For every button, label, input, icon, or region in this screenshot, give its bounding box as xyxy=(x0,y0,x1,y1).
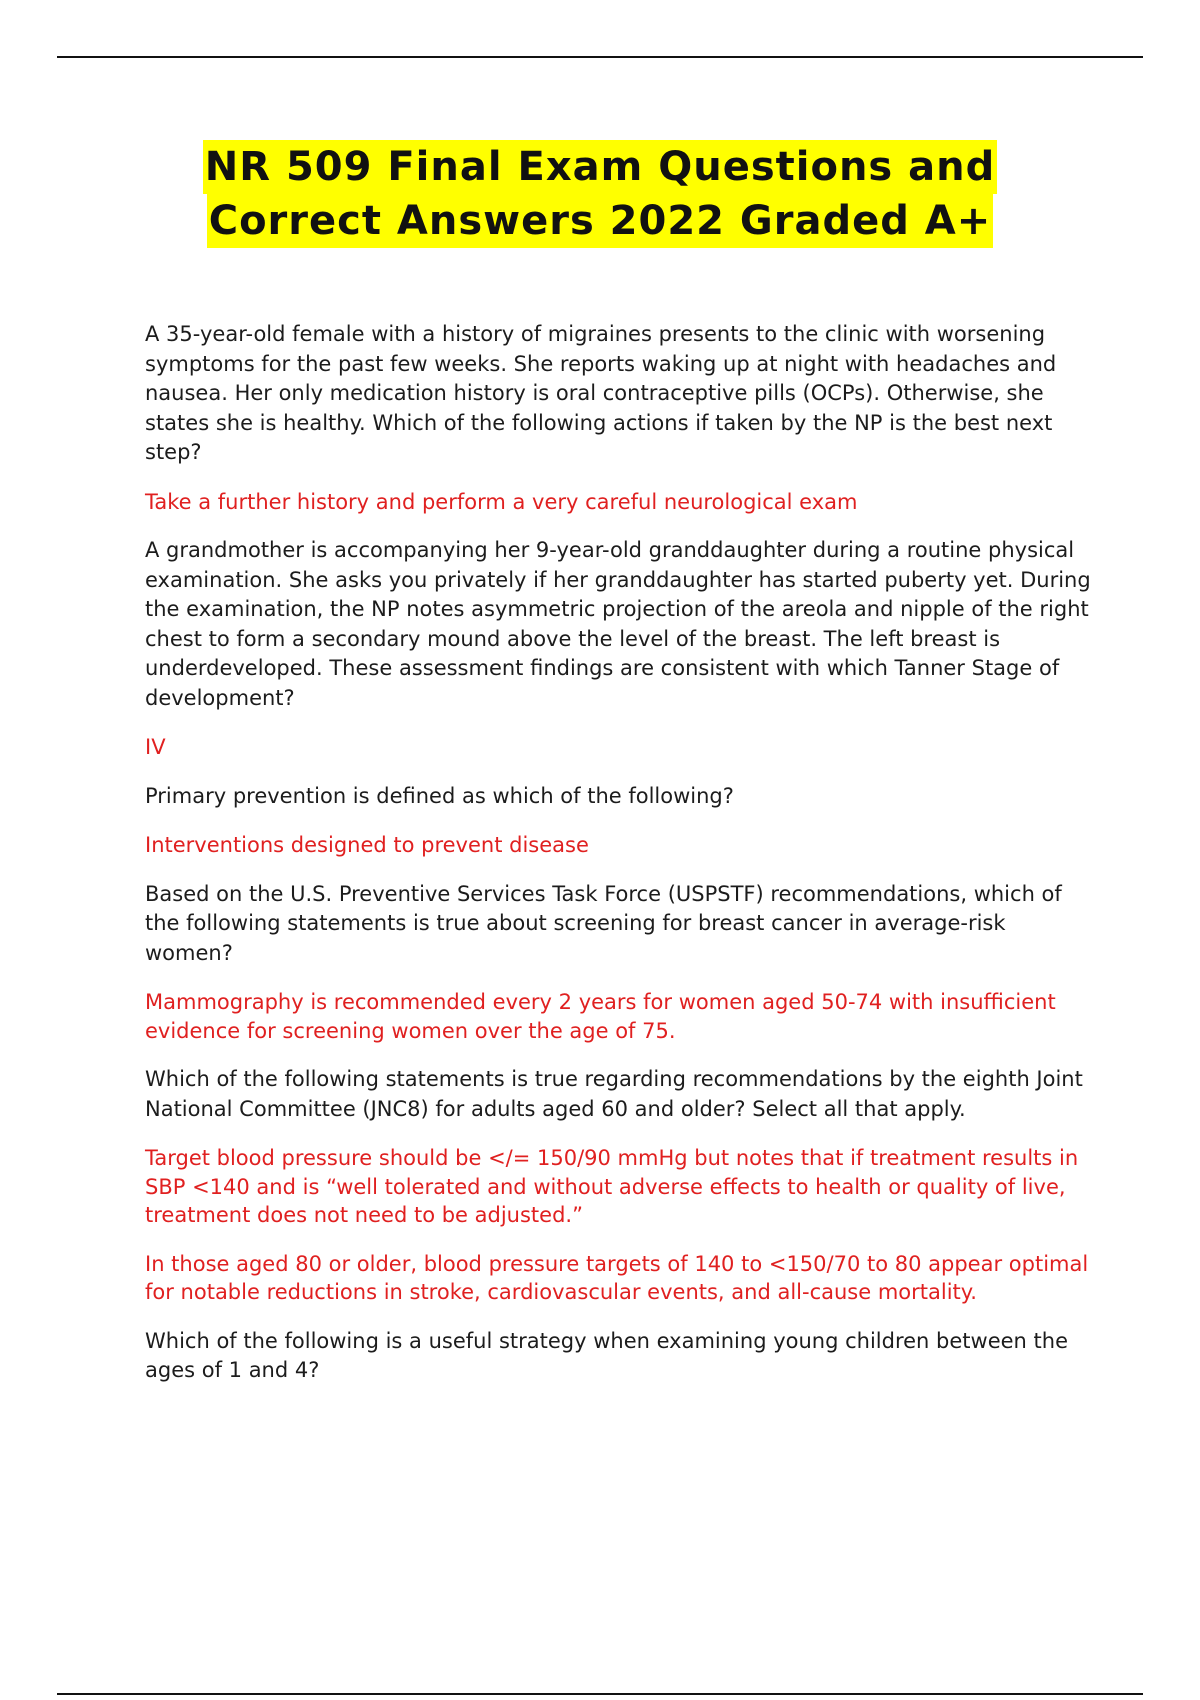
answer-3: Interventions designed to prevent disease xyxy=(145,833,589,857)
qa-content xyxy=(145,320,1095,1406)
top-rule xyxy=(57,56,1143,58)
answer-4: Mammography is recommended every 2 years for women aged 50-74 with insufficient evidence for screening women over the age of 75. xyxy=(145,990,1056,1043)
question-6: Which of the following is a useful strategy when examining young children between the ages of 1 and 4? xyxy=(145,1328,1068,1382)
question-2: A grandmother is accompanying her 9-year-old granddaughter during a routine physical examination. She asks you privately if her granddaughter has started puberty yet. During the examination, the NP notes asymmetric projection of the areola and nipple of the right chest to form a secondary mound above the level of the breast. The left breast is underdeveloped. These assessment findings are consistent with which Tanner Stage of development? xyxy=(145,538,1091,710)
document-title xyxy=(0,140,1200,248)
answer-1: Take a further history and perform a very careful neurological exam xyxy=(145,489,858,514)
answer-2: IV xyxy=(145,735,166,759)
question-4: Based on the U.S. Preventive Services Task Force (USPSTF) recommendations, which of the following statements is true about screening for breast cancer in average-risk women? xyxy=(145,881,1062,965)
question-3: Primary prevention is defined as which of the following? xyxy=(145,783,734,808)
answer-5b: In those aged 80 or older, blood pressure targets of 140 to <150/70 to 80 appear optimal for notable reductions in stroke, cardiovascular events, and all-cause mortality. xyxy=(145,1251,1089,1304)
question-1: A 35-year-old female with a history of migraines presents to the clinic with worsening symptoms for the past few weeks. She reports waking up at night with headaches and nausea. Her only medication history is oral contraceptive pills (OCPs). Otherwise, she states she is healthy. Which of the following actions if taken by the NP is the best next step? xyxy=(145,322,1057,464)
bottom-rule xyxy=(57,1693,1143,1695)
title-line-2: Correct Answers 2022 Graded A+ xyxy=(207,194,994,248)
title-line-1: NR 509 Final Exam Questions and xyxy=(203,140,998,194)
question-5: Which of the following statements is true regarding recommendations by the eighth Joint National Committee (JNC8) for adults aged 60 and older? Select all that apply. xyxy=(145,1067,1083,1121)
answer-5a: Target blood pressure should be </= 150/90 mmHg but notes that if treatment results in SBP <140 and is “well tolerated and without adverse effects to health or quality of live, treatment does not need to be adjusted.” xyxy=(145,1146,1079,1227)
